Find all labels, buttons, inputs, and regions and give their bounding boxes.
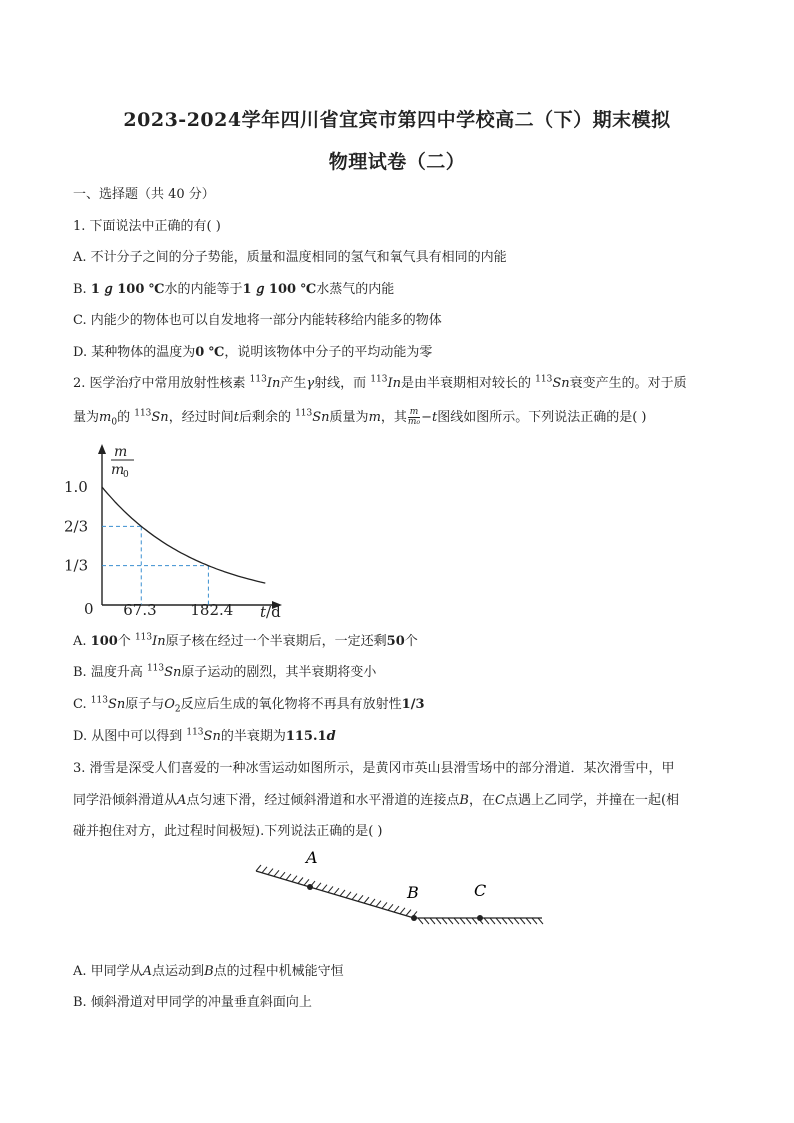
point-label: A (177, 793, 187, 808)
y-tick-label: 1.0 (64, 478, 88, 496)
q2-stem-line2 (73, 408, 646, 427)
q2-text: 射线，而 (314, 376, 371, 391)
hatch-mark (502, 918, 507, 924)
q2-option-a (73, 633, 418, 651)
mass-number: 113 (295, 408, 313, 419)
q1-d-suffix: ，说明该物体中分子的平均动能为零 (224, 345, 433, 360)
hatch-mark (340, 890, 345, 896)
decay-chart (62, 440, 292, 625)
q1-option-b (73, 281, 394, 299)
hatch-mark (484, 918, 489, 924)
symbol-in: In (266, 376, 281, 391)
q2-text: 原子与 (125, 697, 165, 712)
hatch-mark (316, 883, 321, 889)
fraction-numerator: m (409, 407, 419, 417)
mass-number: 113 (535, 374, 553, 385)
symbol-in: In (152, 634, 166, 649)
point-b-dot (411, 915, 417, 921)
point-b-label: B (407, 883, 419, 902)
q3-text: 点遇上乙同学，并撞在一起(相 (504, 793, 680, 808)
hatch-mark (334, 888, 339, 894)
hatch-mark (364, 897, 369, 903)
mass-number: 113 (370, 374, 388, 385)
hatch-mark (304, 879, 309, 885)
hatch-mark (400, 908, 405, 914)
point-label: B (204, 964, 214, 979)
q2-text: 产生 (280, 376, 307, 391)
q2-text: 原子运动的剧烈，其半衰期将变小 (181, 665, 377, 680)
hatch-mark (280, 872, 285, 878)
subscript-two: 2 (174, 704, 181, 715)
q2-text: D. 从图中可以得到 (73, 729, 187, 744)
q2-math: −t (421, 410, 438, 425)
hatch-mark (454, 918, 459, 924)
x-axis-label-unit: /d (266, 603, 281, 621)
q2-text: ，其 (380, 410, 407, 425)
x-axis-label-symbol: t (260, 603, 267, 621)
q2-text: 2. 医学治疗中常用放射性核素 (73, 376, 250, 391)
symbol-sn: Sn (151, 410, 169, 425)
q2-text: 个 (117, 634, 135, 649)
slope-hatching (256, 865, 543, 924)
symbol-o: O (164, 697, 175, 712)
q3-text: A. 甲同学从 (73, 964, 143, 979)
symbol-t: t (233, 410, 239, 425)
hatch-mark (436, 918, 441, 924)
q2-text: ，经过时间 (168, 410, 234, 425)
q3-stem-line3: 碰并抱住对方，此过程时间极短).下列说法正确的是( ) (73, 824, 383, 839)
point-a-label: A (306, 848, 318, 867)
decay-curve (102, 487, 265, 583)
exam-subtitle: 物理试卷（二） (328, 151, 466, 173)
hatch-mark (508, 918, 513, 924)
q2-text: 质量为 (329, 410, 369, 425)
q2-option-b (73, 664, 376, 682)
symbol-m: m (368, 410, 381, 425)
q3-stem-line2 (73, 792, 679, 810)
q1-b-text1: 水的内能等于 (164, 282, 243, 297)
q2-text: 量为 (73, 410, 100, 425)
hatch-mark (538, 918, 543, 924)
hatch-mark (292, 876, 297, 882)
q2-stem-line1 (73, 375, 687, 393)
q1-b-math2: 1 𝑔 100 ℃ (242, 282, 317, 297)
mass-number: 113 (90, 695, 108, 706)
q2-option-c (73, 696, 425, 714)
q2-number: 115.1 (285, 729, 327, 744)
hatch-mark (322, 885, 327, 891)
origin-label: 0 (84, 600, 94, 618)
q1-b-math1: 1 𝑔 100 ℃ (90, 282, 165, 297)
symbol-sn: Sn (312, 410, 330, 425)
q1-stem: 1. 下面说法中正确的有( ) (73, 219, 221, 234)
point-label: B (459, 793, 469, 808)
hatch-mark (514, 918, 519, 924)
hatch-mark (448, 918, 453, 924)
section-heading: 一、选择题（共 40 分） (73, 187, 215, 202)
q2-text: 个 (404, 634, 418, 649)
y-axis-label-numerator: m (114, 444, 128, 460)
point-label: C (495, 793, 505, 808)
symbol-sn: Sn (107, 697, 126, 712)
symbol-m: m (99, 410, 112, 425)
q2-number: 50 (386, 634, 405, 649)
hatch-mark (418, 918, 423, 924)
q2-text: 图线如图所示。下列说法正确的是( ) (437, 410, 647, 425)
hatch-mark (430, 918, 435, 924)
hatch-mark (520, 918, 525, 924)
point-a-dot (307, 884, 313, 890)
q3-option-b: B. 倾斜滑道对甲同学的冲量垂直斜面向上 (73, 995, 312, 1010)
q1-option-a: A. 不计分子之间的分子势能，质量和温度相同的氢气和氧气具有相同的内能 (73, 250, 507, 265)
hatch-mark (394, 906, 399, 912)
q2-text: 的 (117, 410, 135, 425)
q3-option-a (73, 963, 344, 981)
q3-text: 同学沿倾斜滑道从 (73, 793, 178, 808)
incline-surface (256, 871, 414, 918)
ski-slope-diagram (250, 845, 550, 935)
q1-d-prefix: D. 某种物体的温度为 (73, 345, 196, 360)
q2-number: 1/3 (401, 697, 425, 712)
y-axis-label-denominator-subscript: 0 (123, 470, 129, 480)
hatch-mark (382, 902, 387, 908)
y-axis-label-denominator: m (111, 462, 125, 478)
hatch-mark (388, 904, 393, 910)
hatch-mark (376, 901, 381, 907)
q2-number: 100 (90, 634, 118, 649)
hatch-mark (358, 895, 363, 901)
hatch-mark (490, 918, 495, 924)
hatch-mark (274, 870, 279, 876)
symbol-sn: Sn (203, 729, 221, 744)
q2-text: 原子核在经过一个半衰期后，一定还剩 (165, 634, 387, 649)
q2-text: 后剩余的 (238, 410, 296, 425)
q1-option-c: C. 内能少的物体也可以自发地将一部分内能转移给内能多的物体 (73, 313, 442, 328)
q2-text: 反应后生成的氧化物将不再具有放射性 (180, 697, 402, 712)
hatch-mark (370, 899, 375, 905)
q2-unit: d (326, 729, 336, 744)
x-axis-label (260, 603, 281, 621)
y-tick-label: 2/3 (64, 517, 89, 536)
fraction-m-over-m0 (408, 408, 420, 427)
hatch-mark (352, 894, 357, 900)
hatch-mark (472, 918, 477, 924)
mass-number: 113 (249, 374, 267, 385)
q2-text: 的半衰期为 (220, 729, 286, 744)
hatch-mark (442, 918, 447, 924)
hatch-mark (496, 918, 501, 924)
q3-text: ，在 (468, 793, 495, 808)
x-tick-label: 182.4 (190, 601, 234, 619)
mass-number: 113 (146, 663, 165, 674)
q2-text: 是由半衰期相对较长的 (401, 376, 536, 391)
exam-title: 2023-2024学年四川省宜宾市第四中学校高二（下）期末模拟 (123, 109, 671, 131)
q2-text: B. 温度升高 (73, 665, 147, 680)
q2-option-d (73, 728, 336, 746)
hatch-mark (406, 910, 411, 916)
hatch-mark (256, 865, 261, 871)
q1-b-text2: 水蒸气的内能 (316, 282, 395, 297)
q3-text: 点匀速下滑，经过倾斜滑道和水平滑道的连接点 (186, 793, 460, 808)
mass-number: 113 (134, 408, 152, 419)
hatch-mark (268, 869, 273, 875)
subscript-zero: 0 (111, 417, 118, 428)
y-axis-arrow (98, 444, 106, 454)
q2-text: 衰变产生的。对于质 (569, 376, 687, 391)
hatch-mark (526, 918, 531, 924)
q3-text: 点运动到 (152, 964, 205, 979)
point-c-dot (477, 915, 483, 921)
q1-d-math: 0 ℃ (195, 345, 225, 360)
symbol-in: In (387, 376, 402, 391)
hatch-mark (424, 918, 429, 924)
hatch-mark (262, 867, 267, 873)
q1-option-d (73, 344, 432, 362)
q3-stem-line1: 3. 滑雪是深受人们喜爱的一种冰雪运动如图所示，是黄冈市英山县滑雪场中的部分滑道．某次滑雪中，甲 (73, 761, 675, 776)
hatch-mark (466, 918, 471, 924)
q3-text: 点的过程中机械能守恒 (213, 964, 344, 979)
hatch-mark (328, 886, 333, 892)
mass-number: 113 (134, 632, 153, 643)
symbol-sn: Sn (552, 376, 570, 391)
q2-text: C. (73, 697, 91, 712)
point-c-label: C (474, 881, 487, 900)
hatch-mark (532, 918, 537, 924)
fraction-denominator: m₀ (407, 417, 421, 427)
hatch-mark (298, 877, 303, 883)
mass-number: 113 (186, 727, 204, 738)
symbol-sn: Sn (164, 665, 182, 680)
q2-text: A. (73, 634, 91, 649)
point-label: A (142, 964, 153, 979)
x-tick-label: 67.3 (123, 601, 157, 619)
hatch-mark (460, 918, 465, 924)
hatch-mark (346, 892, 351, 898)
symbol-gamma: γ (306, 376, 315, 391)
q1-b-prefix: B. (73, 282, 91, 297)
hatch-mark (286, 874, 291, 880)
y-tick-label: 1/3 (64, 556, 89, 575)
